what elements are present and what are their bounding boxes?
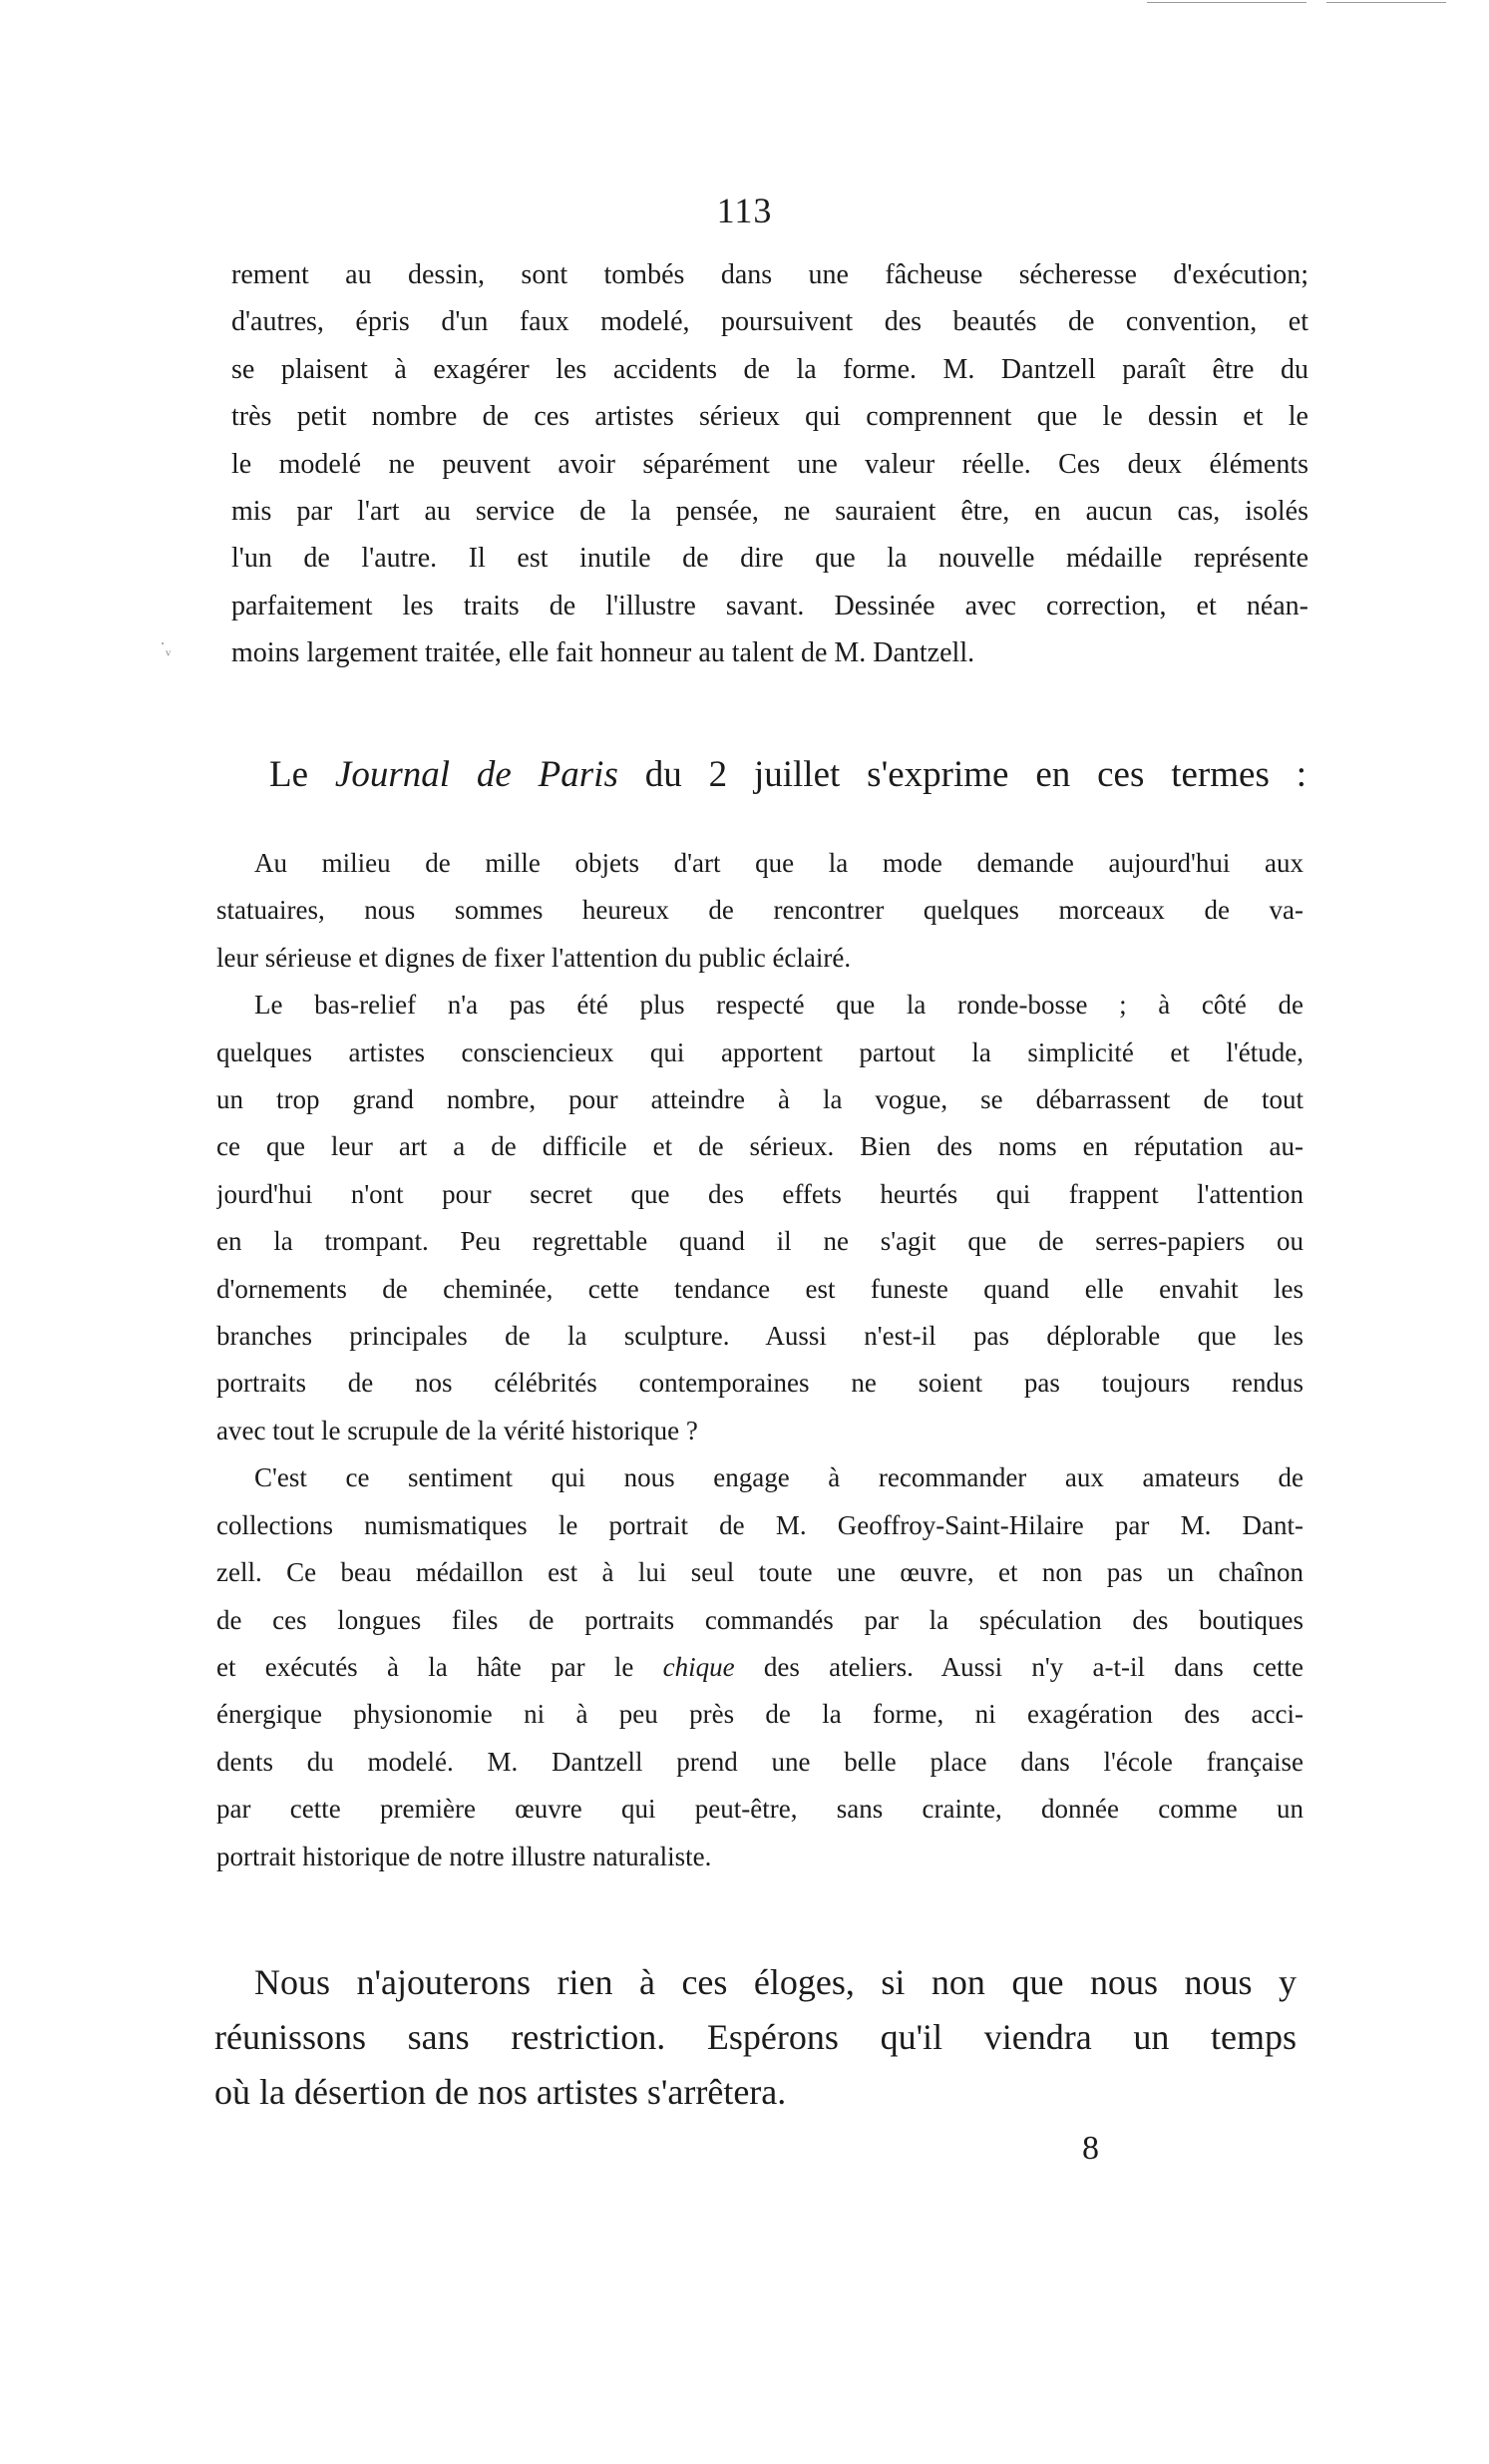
quote-line: portraits de nos célébrités contemporaines ne soient pas toujours rendus [216,1368,1303,1399]
quote-line: en la trompant. Peu regrettable quand il ne s'agit que de serres-papiers ou [216,1226,1303,1257]
quote-line: d'ornements de cheminée, cette tendance est funeste quand elle envahit les [216,1273,1303,1304]
quote-line: Le bas-relief n'a pas été plus respecté que la ronde-bosse ; à côté de [254,990,1303,1021]
quote-line: quelques artistes consciencieux qui apportent partout la simplicité et l'étude, [216,1036,1303,1067]
text-line: très petit nombre de ces artistes sérieux qui comprennent que le dessin et le [231,401,1308,433]
text-line: parfaitement les traits de l'illustre savant. Dessinée avec correction, et néan- [231,590,1308,621]
page-number: 113 [716,191,773,230]
closing-line: où la désertion de nos artistes s'arrêtera. [214,2072,787,2112]
quote-line: jourd'hui n'ont pour secret que des effets heurtés qui frappent l'attention [216,1178,1303,1209]
signature-mark: 8 [1082,2130,1099,2167]
text-line: le modelé ne peuvent avoir séparément une valeur réelle. Ces deux éléments [231,448,1308,480]
quote-line: zell. Ce beau médaillon est à lui seul toute une œuvre, et non pas un chaînon [216,1557,1303,1588]
top-edge-rule [1326,2,1446,3]
quote-line: ce que leur art a de difficile et de sérieux. Bien des noms en réputation au- [216,1131,1303,1162]
newspaper-title: Journal de Paris [334,754,618,795]
text-line: moins largement traitée, elle fait honneur au talent de M. Dantzell. [231,637,975,669]
text-line: d'autres, épris d'un faux modelé, poursuivent des beautés de convention, et [231,306,1308,338]
text-line: se plaisent à exagérer les accidents de la forme. M. Dantzell paraît être du [231,353,1308,385]
italic-term: chique [662,1651,735,1682]
section-heading [269,750,1306,800]
quote-line: avec tout le scrupule de la vérité historique ? [216,1415,698,1445]
quote-line: collections numismatiques le portrait de M. Geoffroy-Saint-Hilaire par M. Dant- [216,1509,1303,1540]
quote-line: dents du modelé. M. Dantzell prend une belle place dans l'école française [216,1746,1303,1777]
quote-line: branches principales de la sculpture. Aussi n'est-il pas déplorable que les [216,1321,1303,1352]
quote-line: C'est ce sentiment qui nous engage à recommander aux amateurs de [254,1462,1303,1493]
closing-paragraph [214,1955,1297,2120]
closing-line: réunissons sans restriction. Espérons qu'il viendra un temps [214,2017,1297,2057]
closing-line: Nous n'ajouterons rien à ces éloges, si non que nous nous y [254,1962,1297,2002]
quote-line: statuaires, nous sommes heureux de rencontrer quelques morceaux de va- [216,895,1303,926]
heading-suffix: du 2 juillet s'exprime en ces termes : [617,754,1307,795]
text-line: mis par l'art au service de la pensée, ne sauraient être, en aucun cas, isolés [231,496,1308,528]
quote-line: portrait historique de notre illustre naturaliste. [216,1841,712,1871]
quote-line: Au milieu de mille objets d'art que la mode demande aujourd'hui aux [254,848,1303,878]
quote-line: leur sérieuse et dignes de fixer l'attention du public éclairé. [216,942,852,973]
quote-line-start: et exécutés à la hâte par le [216,1651,663,1682]
margin-mark: ˙ᵥ [160,638,172,658]
top-edge-rule [1147,2,1306,3]
quote-line: un trop grand nombre, pour atteindre à la vogue, se débarrassent de tout [216,1084,1303,1115]
heading-prefix: Le [269,754,335,795]
quote-line [216,1644,1303,1691]
text-line: rement au dessin, sont tombés dans une fâcheuse sécheresse d'exécution; [231,259,1308,290]
text-line: l'un de l'autre. Il est inutile de dire que la nouvelle médaille représente [231,543,1308,575]
quote-line: de ces longues files de portraits commandés par la spéculation des boutiques [216,1604,1303,1635]
quote-line-end: des ateliers. Aussi n'y a-t-il dans cette [734,1651,1303,1682]
quoted-article [216,840,1303,1880]
quote-line: énergique physionomie ni à peu près de la forme, ni exagération des acci- [216,1699,1303,1730]
body-paragraph [231,251,1308,677]
quote-line: par cette première œuvre qui peut-être, sans crainte, donnée comme un [216,1794,1303,1825]
